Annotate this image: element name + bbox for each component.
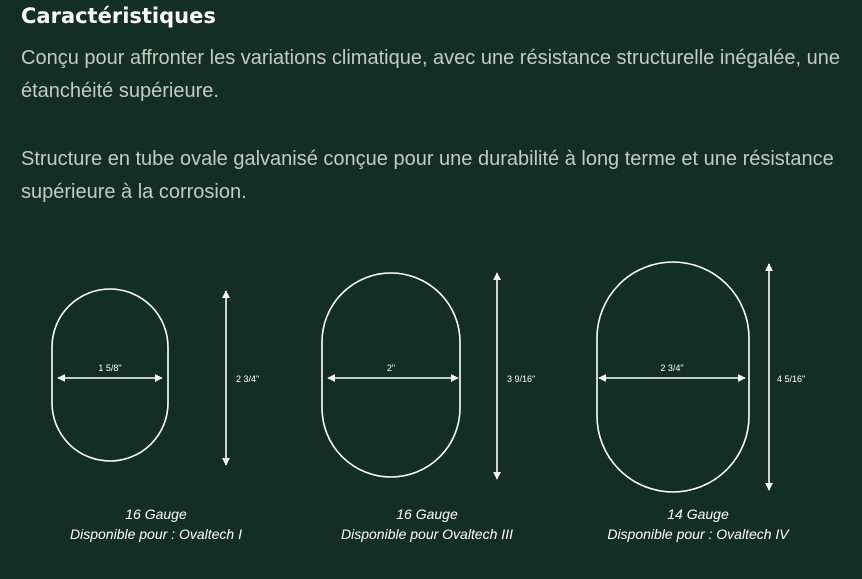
oval-tube-outline bbox=[597, 262, 749, 492]
gauge-label: 16 Gauge bbox=[396, 506, 458, 522]
gauge-label: 14 Gauge bbox=[667, 506, 729, 522]
height-dimension-label: 4 5/16" bbox=[777, 374, 806, 384]
gauge-label: 16 Gauge bbox=[125, 506, 187, 522]
availability-label: Disponible pour : Ovaltech IV bbox=[607, 526, 789, 542]
availability-label: Disponible pour Ovaltech III bbox=[341, 526, 513, 542]
description-paragraph-2: Structure en tube ovale galvanisé conçue pour une durabilité à long terme et une résistance supérieure à la corrosion. bbox=[21, 148, 834, 203]
width-dimension-label: 1 5/8" bbox=[98, 363, 122, 373]
section-heading: Caractéristiques bbox=[21, 4, 216, 28]
tube-caption-1 bbox=[26, 504, 286, 544]
height-dimension-label: 3 9/16" bbox=[507, 374, 536, 384]
height-dimension-label: 2 3/4" bbox=[236, 374, 260, 384]
description-paragraph-1: Conçu pour affronter les variations climatique, avec une résistance structurelle inégalée, une étanchéité supérieure. bbox=[21, 47, 840, 102]
oval-tube-outline bbox=[322, 273, 460, 477]
tube-caption-2 bbox=[297, 504, 557, 544]
width-dimension-label: 2" bbox=[386, 363, 396, 373]
tube-diagram-2 bbox=[322, 273, 535, 479]
availability-label: Disponible pour : Ovaltech I bbox=[70, 526, 242, 542]
width-dimension-label: 2 3/4" bbox=[660, 363, 684, 373]
tube-diagram-1 bbox=[52, 289, 259, 465]
tube-diagram-3 bbox=[597, 262, 805, 492]
tube-caption-3 bbox=[568, 504, 828, 544]
oval-tube-outline bbox=[52, 289, 168, 461]
